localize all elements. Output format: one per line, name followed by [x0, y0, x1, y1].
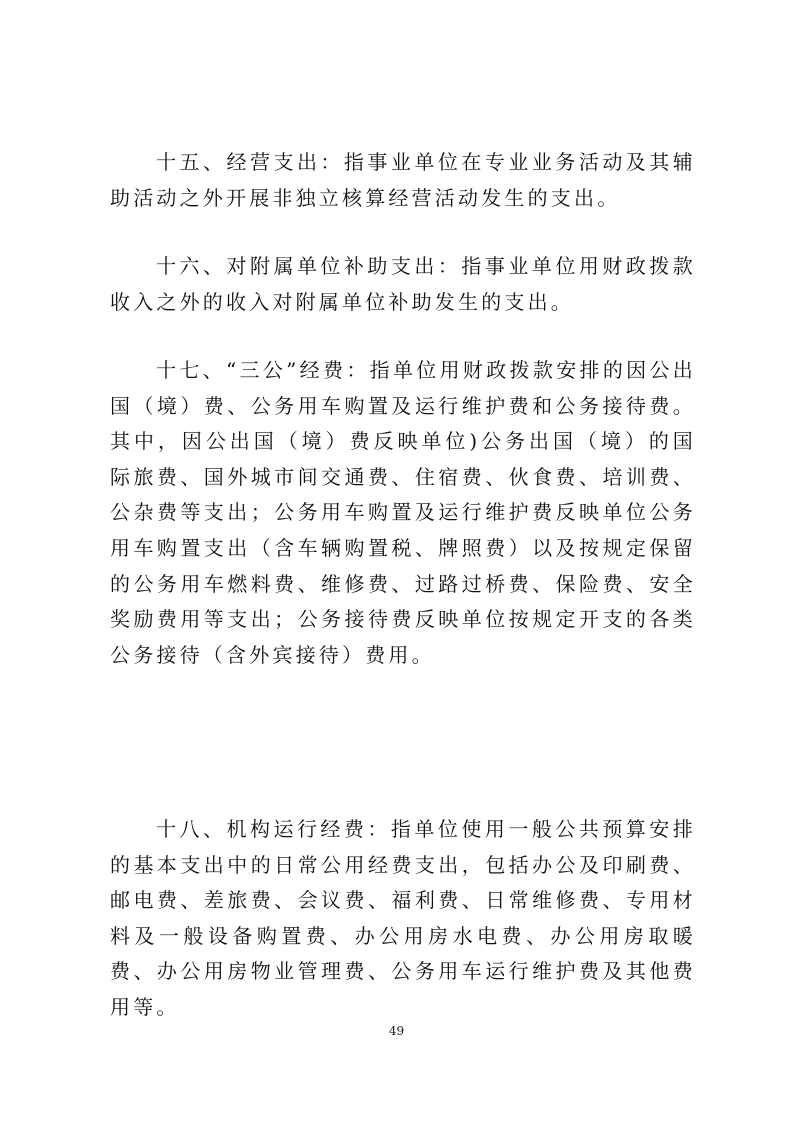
paragraph-subsidiary-subsidy-expenditure: 十六、对附属单位补助支出：指事业单位用财政拨款收入之外的收入对附属单位补助发生的支出。: [110, 254, 696, 314]
paragraph-three-public-expenses: 十七、“三公”经费：指单位用财政拨款安排的因公出国（境）费、公务用车购置及运行维护费和公务接待费。其中，因公出国（境）费反映单位)公务出国（境）的国际旅费、国外城市间交通费、住宿费、伙食费、培训费、公杂费等支出；公务用车购置及运行维护费反映单位公务用车购置支出（含车辆购置税、牌照费）以及按规定保留的公务用车燃料费、维修费、过路过桥费、保险费、安全奖励费用等支出；公务接待费反映单位按规定开支的各类公务接待（含外宾接待）费用。: [110, 358, 696, 667]
paragraph-institution-operating-expenses: 十八、机构运行经费：指单位使用一般公共预算安排的基本支出中的日常公用经费支出，包括办公及印刷费、邮电费、差旅费、会议费、福利费、日常维修费、专用材料及一般设备购置费、办公用房水电费、办公用房取暖费、办公用房物业管理费、公务用车运行维护费及其他费用等。: [110, 817, 696, 1019]
page-number: 49: [388, 1024, 405, 1038]
paragraph-operating-expenditure: 十五、经营支出：指事业单位在专业业务活动及其辅助活动之外开展非独立核算经营活动发生的支出。: [110, 150, 696, 210]
